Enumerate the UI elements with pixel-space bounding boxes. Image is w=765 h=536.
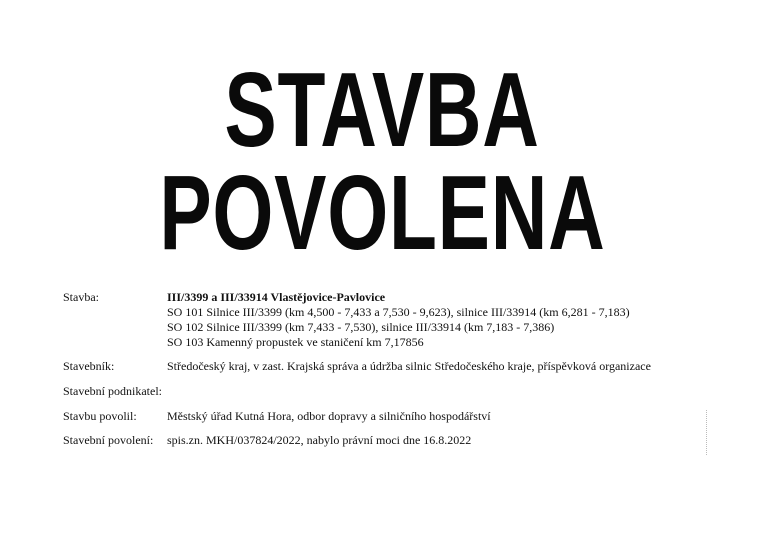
field-label: Stavební podnikatel: (63, 384, 162, 398)
stavba-line: SO 102 Silnice III/3399 (km 7,433 - 7,530), silnice III/33914 (km 7,183 - 7,386) (167, 320, 555, 334)
field-value: Středočeský kraj, v zast. Krajská správa a údržba silnic Středočeského kraje, příspěvková organizace (167, 359, 651, 373)
title-text: POVOLENA (159, 154, 606, 272)
title-line-1 (0, 51, 765, 169)
title-line-2 (0, 154, 765, 272)
field-label: Stavebník: (63, 359, 115, 373)
field-label: Stavba: (63, 290, 99, 304)
stavba-line: SO 101 Silnice III/3399 (km 4,500 - 7,433 a 7,530 - 9,623), silnice III/33914 (km 6,281 - 7,183) (167, 305, 630, 319)
field-label: Stavební povolení: (63, 433, 154, 447)
field-value: spis.zn. MKH/037824/2022, nabylo právní moci dne 16.8.2022 (167, 433, 472, 447)
scan-artifact (706, 410, 710, 455)
stavba-line: SO 103 Kamenný propustek ve staničení km 7,17856 (167, 335, 424, 349)
title-text: STAVBA (224, 51, 541, 169)
field-value: Městský úřad Kutná Hora, odbor dopravy a silničního hospodářství (167, 409, 491, 423)
field-label: Stavbu povolil: (63, 409, 137, 423)
stavba-name: III/3399 a III/33914 Vlastějovice-Pavlovice (167, 290, 386, 304)
